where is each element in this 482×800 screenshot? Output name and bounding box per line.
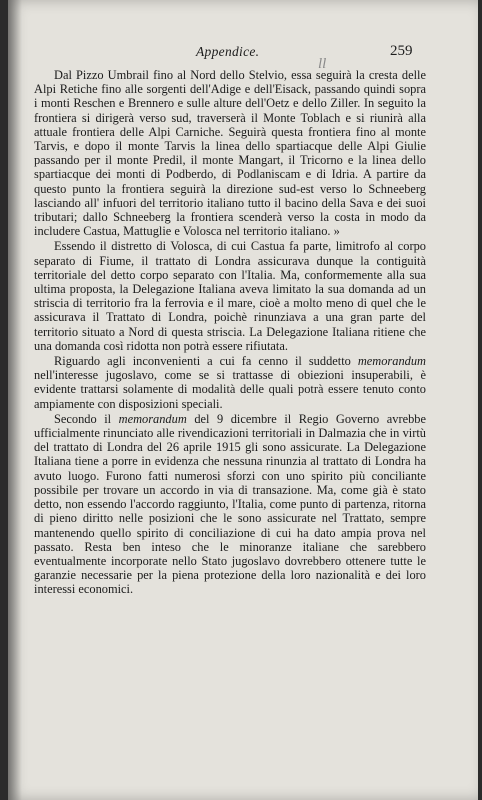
paragraph: Dal Pizzo Umbrail fino al Nord dello Stelvio, essa seguirà la cresta delle Alpi Retiche fino alle sorgenti dell'Adige e dell'Eisack, passando quindi sopra i monti Reschen e Brennero e sulle alture dell'Oetz e dello Ziller. In seguito la frontiera si dirigerà verso sud, traverserà il Monte Toblach e si riunirà alla attuale frontiera delle Alpi Carniche. Seguirà questa frontiera fino al monte Tarvis, e dopo il monte Tarvis la linea dello spartiacque delle Alpi Giulie passando per il monte Predil, il monte Mangart, il Tricorno e la linea dello spartiacque dei monti di Podberdo, di Podlaniscam e di Idria. A partire da questo punto la frontiera seguirà la direzione sud-est verso lo Schneeberg lasciando all' infuori del territorio italiano tutto il bacino della Sava e dei suoi tributari; dallo Schneeberg la frontiera scenderà verso la costa in modo da includere Castua, Mattuglie e Volosca nel territorio italiano. » [34, 68, 426, 239]
paragraph-text: del 9 dicembre il Regio Governo avrebbe ufficialmente rinunciato alle rivendicazioni territoriali in Dalmazia che in virtù del trattato di Londra del 26 aprile 1915 gli sono assicurate. La Delegazione Italiana tiene a porre in evidenza che nessuna rinunzia al trattato di Londra ha avuto luogo. Furono fatti numerosi sforzi con uno spirito più conciliante possibile per trovare un accordo in via di transazione. Ma, come già è stato detto, non essendo l'accordo raggiunto, l'Italia, come punto di partenza, ritorna di pieno diritto nelle posizioni che le sono assicurate nel Trattato, sempre mantenendo quello spirito di conciliazione di cui ha dato ampia prova nel passato. Resta ben inteso che le minoranze italiane che sarebbero eventualmente incorporate nello Stato jugoslavo dovrebbero ottenere tutte le garanzie necessarie per la piena protezione della loro nazionalità e dei loro interessi economici. [34, 411, 426, 597]
paragraph [34, 354, 426, 411]
running-title: Appendice. [196, 44, 260, 59]
binding-shadow [8, 0, 22, 800]
page-header [8, 44, 478, 64]
paragraph [34, 412, 426, 597]
body-text [34, 68, 426, 598]
paragraph-text: Riguardo agli inconvenienti a cui fa cenno il suddetto [54, 354, 358, 369]
paragraph: Essendo il distretto di Volosca, di cui Castua fa parte, limitrofo al corpo separato di Fiume, il trattato di Londra assicurava dunque la contiguità territoriale del detto corpo separato con l'Italia. Ma, conformemente alla sua ultima proposta, la Delegazione Italiana aveva limitato la sua domanda ad un striscia di territorio fra la ferrovia e il mare, cioè a molto meno di quel che le assicurava il Trattato di Londra, poichè rinunziava a una gran parte del territorio situato a Nord di questa striscia. La Delegazione Italiana ritiene che una domanda così ridotta non potrà essere rifiutata. [34, 239, 426, 353]
italic-term: memorandum [118, 411, 187, 426]
italic-term: memorandum [357, 354, 426, 369]
paragraph-text: Secondo il [54, 411, 119, 426]
paragraph-text: nell'interesse jugoslavo, come se si trattasse di obiezioni insuperabili, è evidente trattarsi solamente di modalità delle quali potrà essere tenuto conto ampiamente con disposizioni speciali. [34, 368, 426, 411]
book-page [8, 0, 478, 800]
pencil-annotation: ll [318, 56, 327, 72]
page-number: 259 [390, 43, 413, 59]
